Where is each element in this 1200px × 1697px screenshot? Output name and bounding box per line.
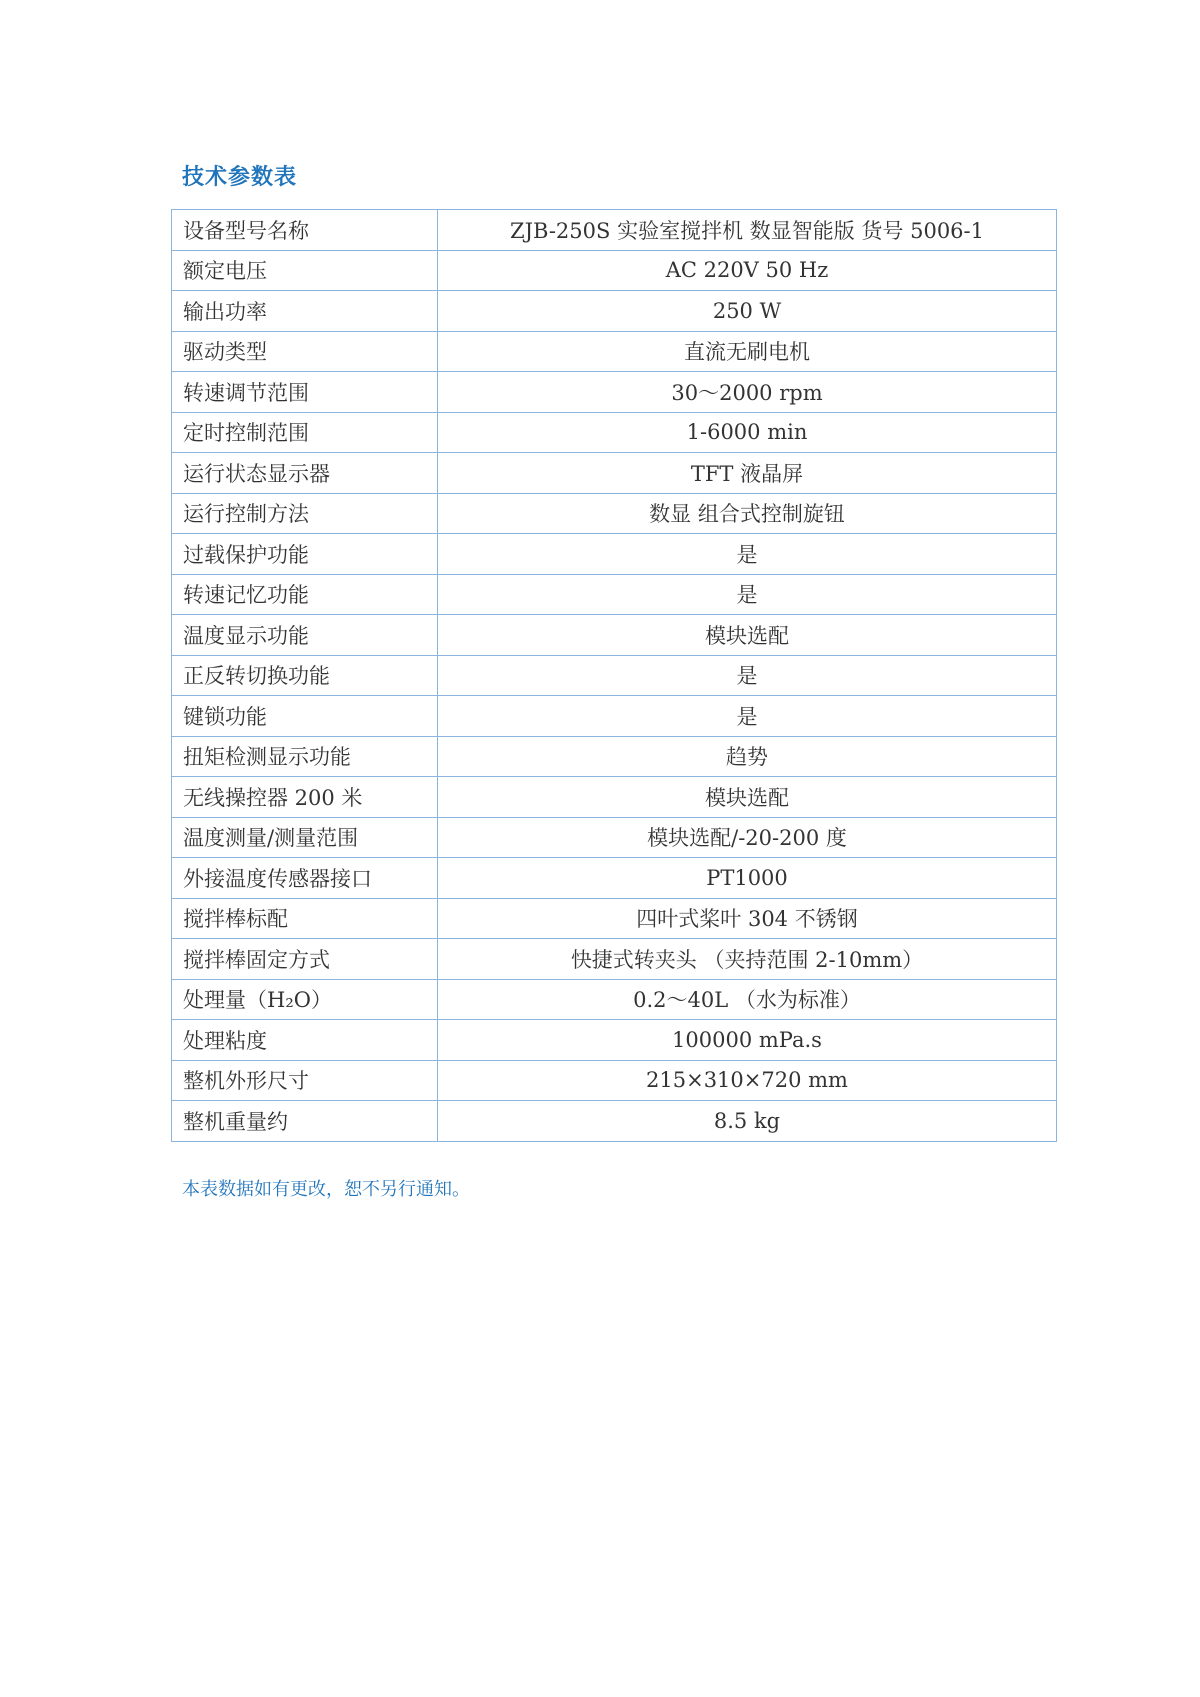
table-row (172, 696, 1057, 737)
spec-value: 快捷式转夹头 （夹持范围 2-10mm） (438, 939, 1057, 980)
disclaimer-note: 本表数据如有更改，恕不另行通知。 (182, 1179, 470, 1200)
table-row (172, 736, 1057, 777)
spec-value: PT1000 (438, 858, 1057, 899)
spec-label: 处理量（H₂O） (172, 979, 438, 1020)
spec-label: 搅拌棒固定方式 (172, 939, 438, 980)
spec-value: 直流无刷电机 (438, 331, 1057, 372)
spec-value: 0.2～40L （水为标准） (438, 979, 1057, 1020)
table-row (172, 1060, 1057, 1101)
spec-value: 是 (438, 534, 1057, 575)
table-row (172, 898, 1057, 939)
spec-value: 是 (438, 574, 1057, 615)
table-row (172, 493, 1057, 534)
spec-value: 是 (438, 655, 1057, 696)
spec-value: 1-6000 min (438, 412, 1057, 453)
table-row (172, 655, 1057, 696)
spec-value: TFT 液晶屏 (438, 453, 1057, 494)
page-title: 技术参数表 (182, 165, 298, 190)
spec-value: 250 W (438, 291, 1057, 332)
spec-label: 转速记忆功能 (172, 574, 438, 615)
spec-label: 定时控制范围 (172, 412, 438, 453)
spec-label: 搅拌棒标配 (172, 898, 438, 939)
table-row (172, 453, 1057, 494)
table-row (172, 372, 1057, 413)
table-row (172, 250, 1057, 291)
table-row (172, 1101, 1057, 1142)
table-row (172, 615, 1057, 656)
spec-label: 设备型号名称 (172, 210, 438, 251)
table-row (172, 817, 1057, 858)
spec-value: 模块选配 (438, 615, 1057, 656)
spec-value: 数显 组合式控制旋钮 (438, 493, 1057, 534)
spec-value: 215×310×720 mm (438, 1060, 1057, 1101)
table-row (172, 858, 1057, 899)
table-row (172, 939, 1057, 980)
table-row (172, 412, 1057, 453)
spec-label: 额定电压 (172, 250, 438, 291)
spec-label: 整机重量约 (172, 1101, 438, 1142)
spec-label: 温度显示功能 (172, 615, 438, 656)
spec-table-body (172, 210, 1057, 1142)
spec-value: ZJB-250S 实验室搅拌机 数显智能版 货号 5006-1 (438, 210, 1057, 251)
spec-label: 外接温度传感器接口 (172, 858, 438, 899)
table-row (172, 291, 1057, 332)
spec-label: 温度测量/测量范围 (172, 817, 438, 858)
spec-label: 键锁功能 (172, 696, 438, 737)
spec-label: 运行状态显示器 (172, 453, 438, 494)
table-row (172, 777, 1057, 818)
spec-value: 模块选配/-20-200 度 (438, 817, 1057, 858)
spec-value: 趋势 (438, 736, 1057, 777)
spec-value: 是 (438, 696, 1057, 737)
spec-label: 扭矩检测显示功能 (172, 736, 438, 777)
spec-label: 正反转切换功能 (172, 655, 438, 696)
spec-label: 驱动类型 (172, 331, 438, 372)
spec-table (171, 209, 1057, 1142)
spec-label: 输出功率 (172, 291, 438, 332)
spec-value: 8.5 kg (438, 1101, 1057, 1142)
spec-value: AC 220V 50 Hz (438, 250, 1057, 291)
table-row (172, 210, 1057, 251)
spec-label: 整机外形尺寸 (172, 1060, 438, 1101)
spec-label: 处理粘度 (172, 1020, 438, 1061)
spec-label: 过载保护功能 (172, 534, 438, 575)
spec-value: 30～2000 rpm (438, 372, 1057, 413)
spec-label: 无线操控器 200 米 (172, 777, 438, 818)
spec-value: 四叶式桨叶 304 不锈钢 (438, 898, 1057, 939)
spec-label: 转速调节范围 (172, 372, 438, 413)
spec-value: 100000 mPa.s (438, 1020, 1057, 1061)
table-row (172, 331, 1057, 372)
spec-label: 运行控制方法 (172, 493, 438, 534)
table-row (172, 1020, 1057, 1061)
spec-value: 模块选配 (438, 777, 1057, 818)
table-row (172, 534, 1057, 575)
table-row (172, 574, 1057, 615)
table-row (172, 979, 1057, 1020)
